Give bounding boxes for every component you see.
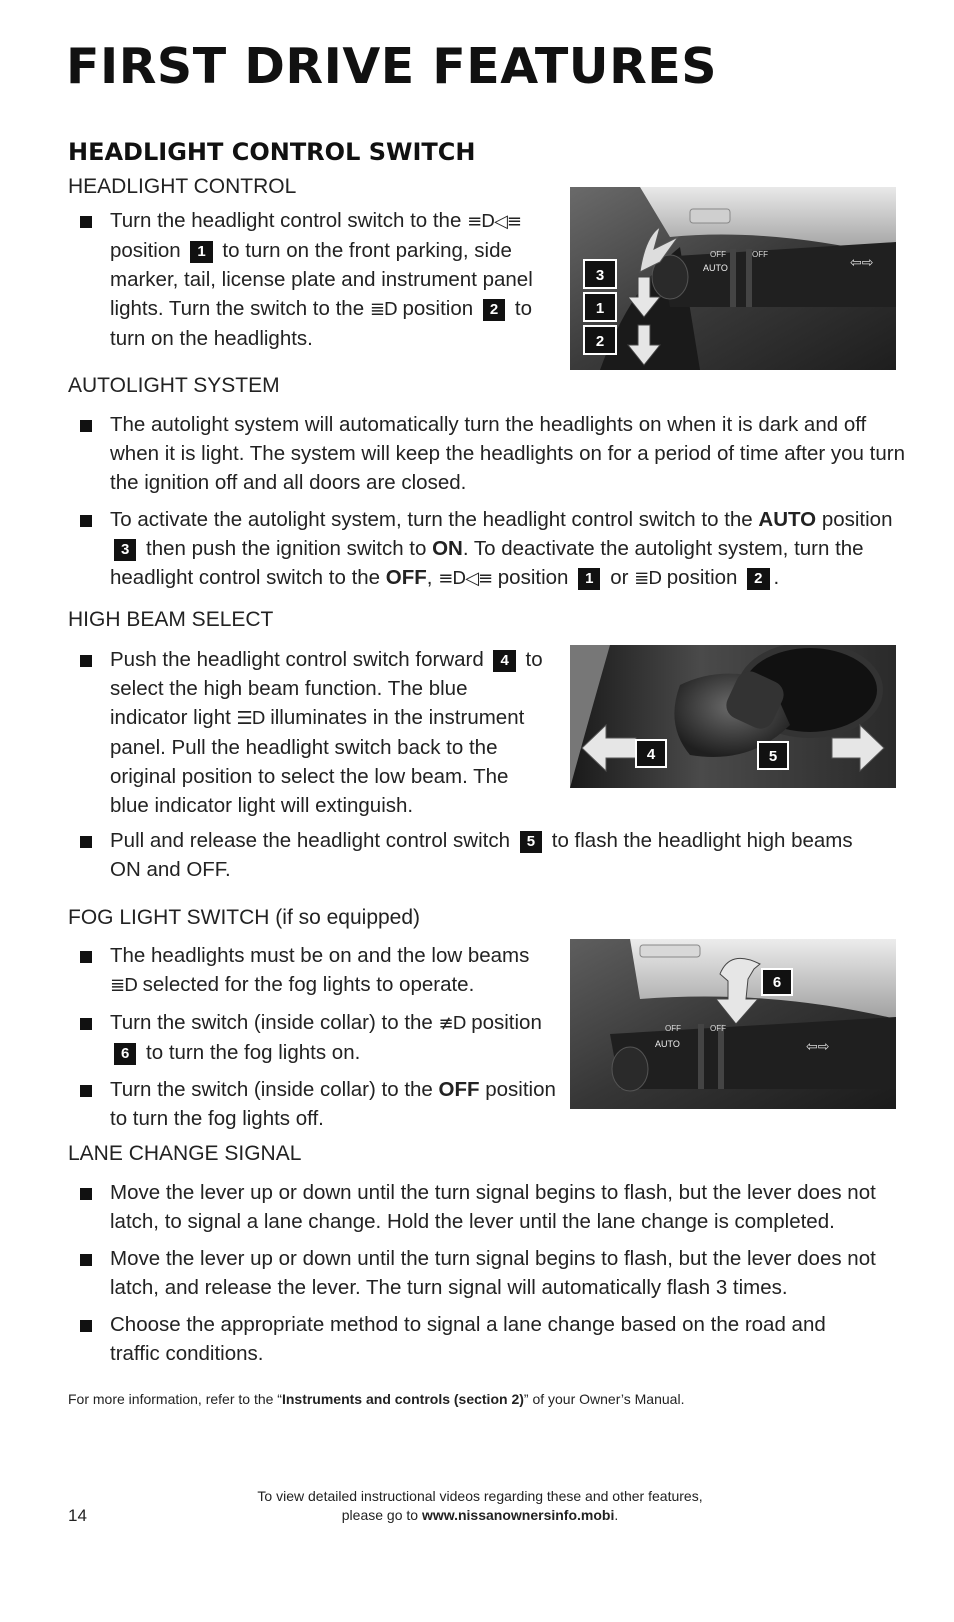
- text: Pull and release the headlight control switch: [110, 829, 510, 852]
- callout-badge: 2: [747, 568, 769, 590]
- bullet-icon: [80, 515, 92, 527]
- callout-number: 2: [595, 333, 605, 350]
- text: The autolight system will automatically turn the headlights on when it is dark and off when it is light. The system will keep the headlights on for a period of time after you turn the ignition off and all doors are closed.: [110, 413, 905, 494]
- text: position: [497, 566, 569, 589]
- text: please go to: [341, 1507, 419, 1523]
- text: or: [610, 566, 629, 589]
- parking-light-icon: ≡D◁≡: [438, 568, 493, 589]
- text: .: [614, 1507, 619, 1523]
- bullet-icon: [80, 216, 92, 228]
- list-item: [78, 941, 558, 1000]
- page-number: 14: [68, 1506, 87, 1525]
- callout-badge: 6: [114, 1043, 136, 1065]
- text: position: [821, 508, 893, 531]
- bullet-icon: [80, 1085, 92, 1097]
- text: illuminates in the instrument panel. Pull the headlight switch back to the original position to select the low beam. The blue indicator light will extinguish.: [110, 706, 525, 817]
- list-item: [78, 1178, 878, 1236]
- text: Move the lever up or down until the turn signal begins to flash, but the lever does not latch, and release the lever. The turn signal will automatically flash 3 times.: [110, 1247, 876, 1299]
- lane-change-list: [78, 1178, 878, 1376]
- text: Turn the switch (inside collar) to the: [110, 1011, 433, 1034]
- text: Push the headlight control switch forward: [110, 648, 484, 671]
- auto-label: AUTO: [703, 263, 728, 273]
- text: ,: [426, 566, 433, 589]
- off-label: OFF: [710, 250, 726, 259]
- callout-number: 3: [595, 267, 605, 284]
- auto-label: AUTO: [758, 508, 817, 531]
- footnote: [68, 1391, 684, 1407]
- high-beam-photo: [570, 645, 896, 788]
- callout-number: 5: [768, 748, 778, 765]
- headlight-icon: ≣D: [634, 568, 662, 589]
- bullet-icon: [80, 1018, 92, 1030]
- text: position: [402, 297, 474, 320]
- list-item: [78, 1244, 878, 1302]
- callout-badge: 2: [483, 299, 505, 321]
- off-label: OFF: [665, 1024, 681, 1033]
- list-item: [78, 1075, 558, 1133]
- high-beam-list-1: [78, 645, 548, 828]
- text: Turn the headlight control switch to the: [110, 209, 462, 232]
- bullet-icon: [80, 420, 92, 432]
- bullet-icon: [80, 836, 92, 848]
- headlight-icon: ≣D: [369, 299, 397, 320]
- list-item: [78, 645, 548, 820]
- callout-badge: 1: [190, 241, 212, 263]
- turn-signal-icon: ⇦⇨: [850, 254, 874, 270]
- website-link[interactable]: www.nissanownersinfo.mobi: [421, 1507, 615, 1523]
- text: . To deactivate the autolight system, turn the headlight control switch to the: [110, 537, 864, 589]
- parking-light-icon: ≡D◁≡: [467, 211, 521, 232]
- text: .: [773, 566, 780, 589]
- list-item: [78, 410, 908, 497]
- fog-light-photo: [570, 939, 896, 1109]
- text: to turn on the front parking, side marker, tail, license plate and instrument panel lights. Turn the switch to the: [110, 239, 533, 320]
- autolight-heading: AUTOLIGHT SYSTEM: [68, 374, 280, 397]
- footer-line: [200, 1506, 760, 1525]
- high-beam-list-2: [78, 826, 858, 892]
- fog-light-icon: ≢D: [438, 1013, 466, 1034]
- off-label: OFF: [752, 250, 768, 259]
- text: ” of your Owner’s Manual.: [523, 1391, 685, 1407]
- bullet-icon: [80, 951, 92, 963]
- text: to turn the fog lights on.: [146, 1041, 361, 1064]
- footer-line: To view detailed instructional videos regarding these and other features,: [257, 1488, 703, 1504]
- autolight-list: [78, 410, 908, 601]
- list-item: [78, 505, 908, 593]
- list-item: [78, 1008, 558, 1067]
- text: position to turn the fog lights off.: [110, 1078, 556, 1130]
- text: Choose the appropriate method to signal a lane change based on the road and traffic conditions.: [110, 1313, 826, 1365]
- text: Move the lever up or down until the turn signal begins to flash, but the lever does not latch, to signal a lane change. Hold the lever until the lane change is completed.: [110, 1181, 876, 1233]
- text: position: [471, 1011, 542, 1034]
- auto-label: AUTO: [655, 1039, 680, 1049]
- text: to flash the headlight high beams ON and OFF.: [110, 829, 853, 881]
- manual-reference: Instruments and controls (section 2): [281, 1391, 524, 1407]
- bullet-icon: [80, 1320, 92, 1332]
- text: The headlights must be on and the low beams: [110, 944, 530, 967]
- text: position: [110, 239, 181, 262]
- fog-light-list: [78, 941, 558, 1141]
- text: to select the high beam function. The blue indicator light: [110, 648, 543, 729]
- list-item: [78, 1310, 878, 1368]
- high-beam-heading: HIGH BEAM SELECT: [68, 608, 274, 631]
- callout-number: 4: [646, 746, 656, 763]
- headlight-switch-photo: [570, 187, 896, 370]
- off-label: OFF: [438, 1078, 480, 1101]
- headlight-control-heading: HEADLIGHT CONTROL: [68, 175, 297, 198]
- headlight-control-list: [78, 206, 548, 361]
- footer: [200, 1487, 760, 1525]
- text: selected for the fog lights to operate.: [142, 973, 475, 996]
- text: then push the ignition switch to: [146, 537, 427, 560]
- callout-number: 6: [772, 974, 782, 991]
- high-beam-icon: ☰D: [236, 708, 265, 729]
- bullet-icon: [80, 1188, 92, 1200]
- section-title: HEADLIGHT CONTROL SWITCH: [68, 138, 476, 166]
- page-title: FIRST DRIVE FEATURES: [66, 38, 718, 95]
- off-label: OFF: [385, 566, 427, 589]
- list-item: [78, 206, 548, 353]
- bullet-icon: [80, 655, 92, 667]
- headlight-icon: ≣D: [110, 975, 137, 996]
- callout-badge: 4: [493, 650, 515, 672]
- list-item: [78, 826, 858, 884]
- callout-number: 1: [595, 300, 605, 317]
- text: For more information, refer to the “: [68, 1391, 282, 1407]
- on-label: ON: [432, 537, 463, 560]
- lane-change-heading: LANE CHANGE SIGNAL: [68, 1142, 302, 1165]
- text: Turn the switch (inside collar) to the: [110, 1078, 433, 1101]
- callout-badge: 5: [520, 831, 542, 853]
- text: position: [666, 566, 738, 589]
- callout-badge: 3: [114, 539, 136, 561]
- bullet-icon: [80, 1254, 92, 1266]
- turn-signal-icon: ⇦⇨: [806, 1038, 830, 1054]
- callout-badge: 1: [578, 568, 600, 590]
- text: To activate the autolight system, turn the headlight control switch to the: [110, 508, 753, 531]
- fog-light-heading: FOG LIGHT SWITCH (if so equipped): [68, 906, 421, 929]
- text: to turn on the headlights.: [110, 297, 532, 350]
- off-label: OFF: [710, 1024, 726, 1033]
